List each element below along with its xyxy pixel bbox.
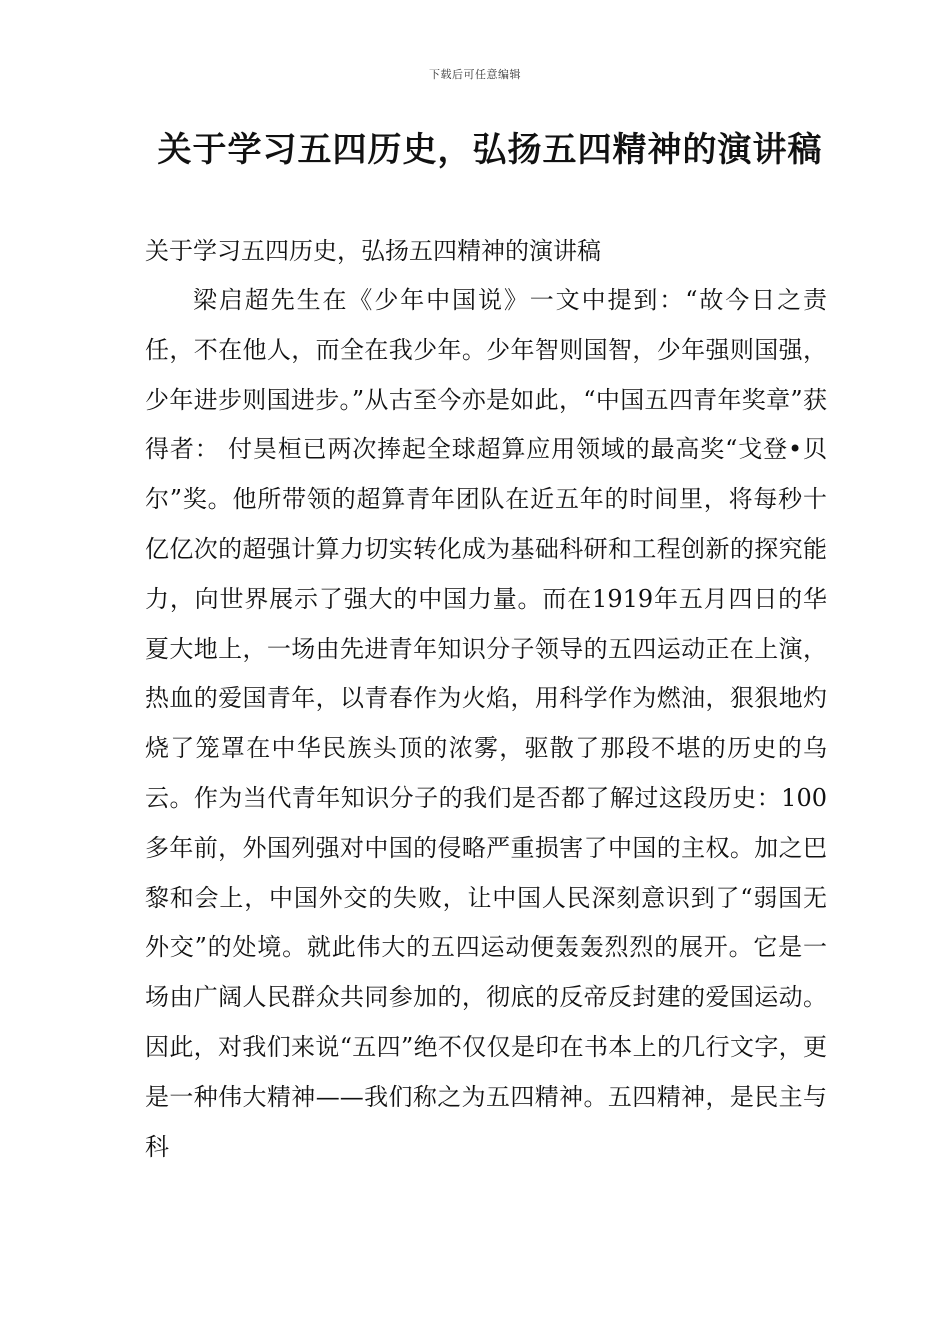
document-title: 关于学习五四历史，弘扬五四精神的演讲稿 xyxy=(157,130,823,170)
body-paragraph: 梁启超先生在《少年中国说》一文中提到：“故今日之责任，不在他人，而全在我少年。少年智则国智，少年强则国强，少年进步则国进步。”从古至今亦是如此，“中国五四青年奖章”获得者： 付昊桓已两次捧起全球超算应用领域的最高奖“戈登•贝尔”奖。他所带领的超算青年团队在近五年的时间里，将每秒十亿亿次的超强计算力切实转化成为基础科研和工程创新的探究能力，向世界展示了强大的中国力量。而在1919年五月四日的华夏大地上，一场由先进青年知识分子领导的五四运动正在上演，热血的爱国青年，以青春作为火焰，用科学作为燃油，狠狠地灼烧了笼罩在中华民族头顶的浓雾，驱散了那段不堪的历史的乌云。作为当代青年知识分子的我们是否都了解过这段历史：100多年前，外国列强对中国的侵略严重损害了中国的主权。加之巴黎和会上，中国外交的失败，让中国人民深刻意识到了“弱国无外交”的处境。就此伟大的五四运动便轰轰烈烈的展开。它是一场由广阔人民群众共同参加的，彻底的反帝反封建的爱国运动。因此，对我们来说“五四”绝不仅仅是印在书本上的几行文字，更是一种伟大精神——我们称之为五四精神。五四精神，是民主与科 xyxy=(145,286,827,1161)
document-subtitle: 关于学习五四历史，弘扬五四精神的演讲稿 xyxy=(145,237,601,265)
page-header-note: 下载后可任意编辑 xyxy=(429,68,521,81)
